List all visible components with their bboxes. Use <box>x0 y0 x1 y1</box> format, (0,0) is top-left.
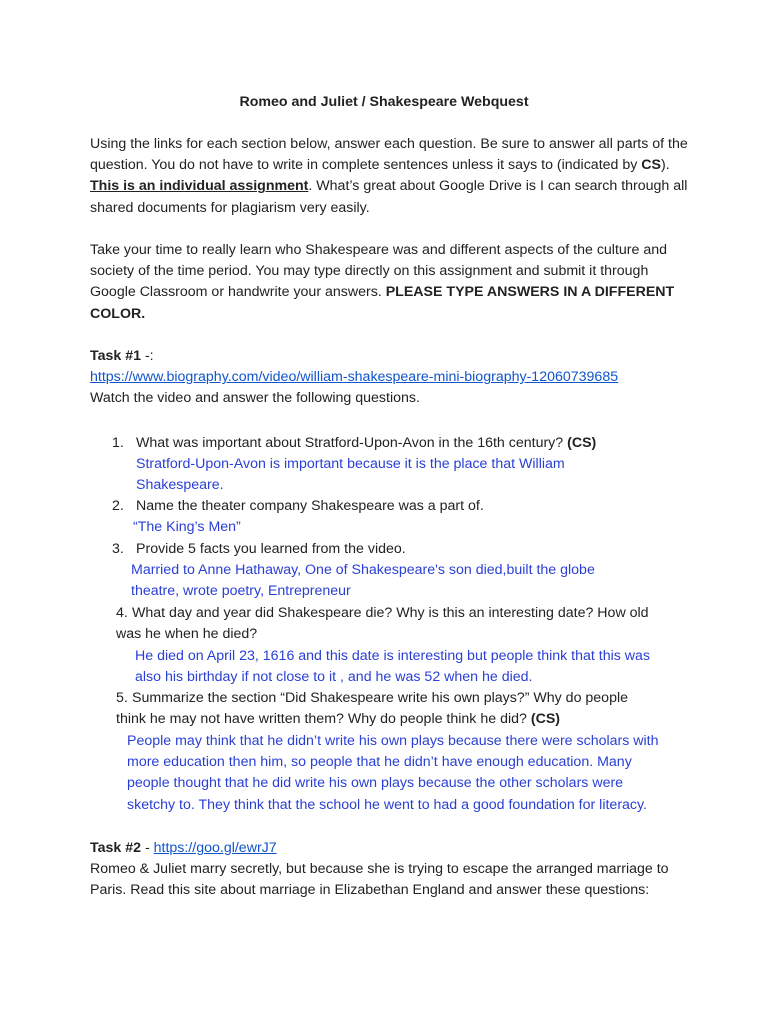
answer-3[interactable]: Married to Anne Hathaway, One of Shakespeare's son died,built the globe theatre, wrote poetry, Entrepreneur <box>131 562 595 600</box>
task1-instruction: Watch the video and answer the following questions. <box>90 390 420 407</box>
intro-text-1: Using the links for each section below, answer each question. Be sure to answer all parts of the question. You do not have to write in complete sentences unless it says to (indicated by <box>90 136 688 174</box>
intro-cs: CS <box>641 157 662 174</box>
intro-text-3: . What’s great about Google Drive is I can search through all shared documents for plagiarism very easily. <box>90 178 688 216</box>
intro-text-2: ). <box>661 157 670 174</box>
question-number: 1. <box>112 435 124 451</box>
task2-suffix: - <box>141 840 154 856</box>
instructions-paragraph <box>90 240 690 325</box>
question-text: Provide 5 facts you learned from the video. <box>136 541 406 557</box>
question-3 <box>112 539 672 560</box>
task2-heading <box>90 838 690 859</box>
type-answers-note: PLEASE TYPE ANSWERS IN A DIFFERENT COLOR. <box>90 284 675 322</box>
answer-2[interactable]: “The King’s Men” <box>133 519 241 535</box>
question-5 <box>116 688 656 730</box>
question-2 <box>112 496 672 517</box>
question-text: Summarize the section “Did Shakespeare write his own plays?” Why do people think he may not have written them? Why do people think he did? <box>116 690 629 728</box>
task2-section <box>90 838 690 902</box>
task1-link[interactable]: https://www.biography.com/video/william-shakespeare-mini-biography-12060739685 <box>90 369 619 386</box>
task2-link[interactable]: https://goo.gl/ewrJ7 <box>153 840 277 856</box>
task1-heading <box>90 346 690 367</box>
question-number: 3. <box>112 541 124 557</box>
question-4 <box>116 603 656 645</box>
task1-section <box>90 346 690 410</box>
page-title: Romeo and Juliet / Shakespeare Webquest <box>239 94 529 110</box>
cs-tag: (CS) <box>530 711 561 728</box>
question-1 <box>112 433 672 454</box>
task2-text: Romeo & Juliet marry secretly, but because she is trying to escape the arranged marriage to Paris. Read this site about marriage in Elizabethan England and answer these questions: <box>90 861 669 899</box>
instructions-text: Take your time to really learn who Shakespeare was and different aspects of the culture and society of the time period. You may type directly on this assignment and submit it through Google Classroom or handwrite your answers. <box>90 242 668 301</box>
task2-label: Task #2 <box>90 840 142 856</box>
answer-5[interactable]: People may think that he didn’t write his own plays because there were scholars with more education then him, so people that he didn’t have enough education. Many people thought that he did write his own plays because the other scholars were sketchy to. They think that the school he went to had a good foundation for literacy. <box>127 733 659 813</box>
cs-tag: (CS) <box>567 435 597 451</box>
question-number: 2. <box>112 498 124 514</box>
answer-1[interactable]: Stratford-Upon-Avon is important because it is the place that William Shakespeare. <box>136 456 565 494</box>
question-text: What was important about Stratford-Upon-Avon in the 16th century? <box>136 435 568 451</box>
intro-paragraph <box>90 134 690 219</box>
task1-label: Task #1 <box>90 348 142 364</box>
answer-4[interactable]: He died on April 23, 1616 and this date is interesting but people think that this was also his birthday if not close to it , and he was 52 when he died. <box>135 648 651 686</box>
question-text: Name the theater company Shakespeare was a part of. <box>136 498 484 514</box>
question-text: What day and year did Shakespeare die? Why is this an interesting date? How old was he when he died? <box>116 605 649 643</box>
question-number: 5. <box>116 690 128 706</box>
question-number: 4. <box>116 605 128 621</box>
task1-suffix: -: <box>141 348 154 364</box>
individual-assignment-note: This is an individual assignment <box>90 178 309 195</box>
